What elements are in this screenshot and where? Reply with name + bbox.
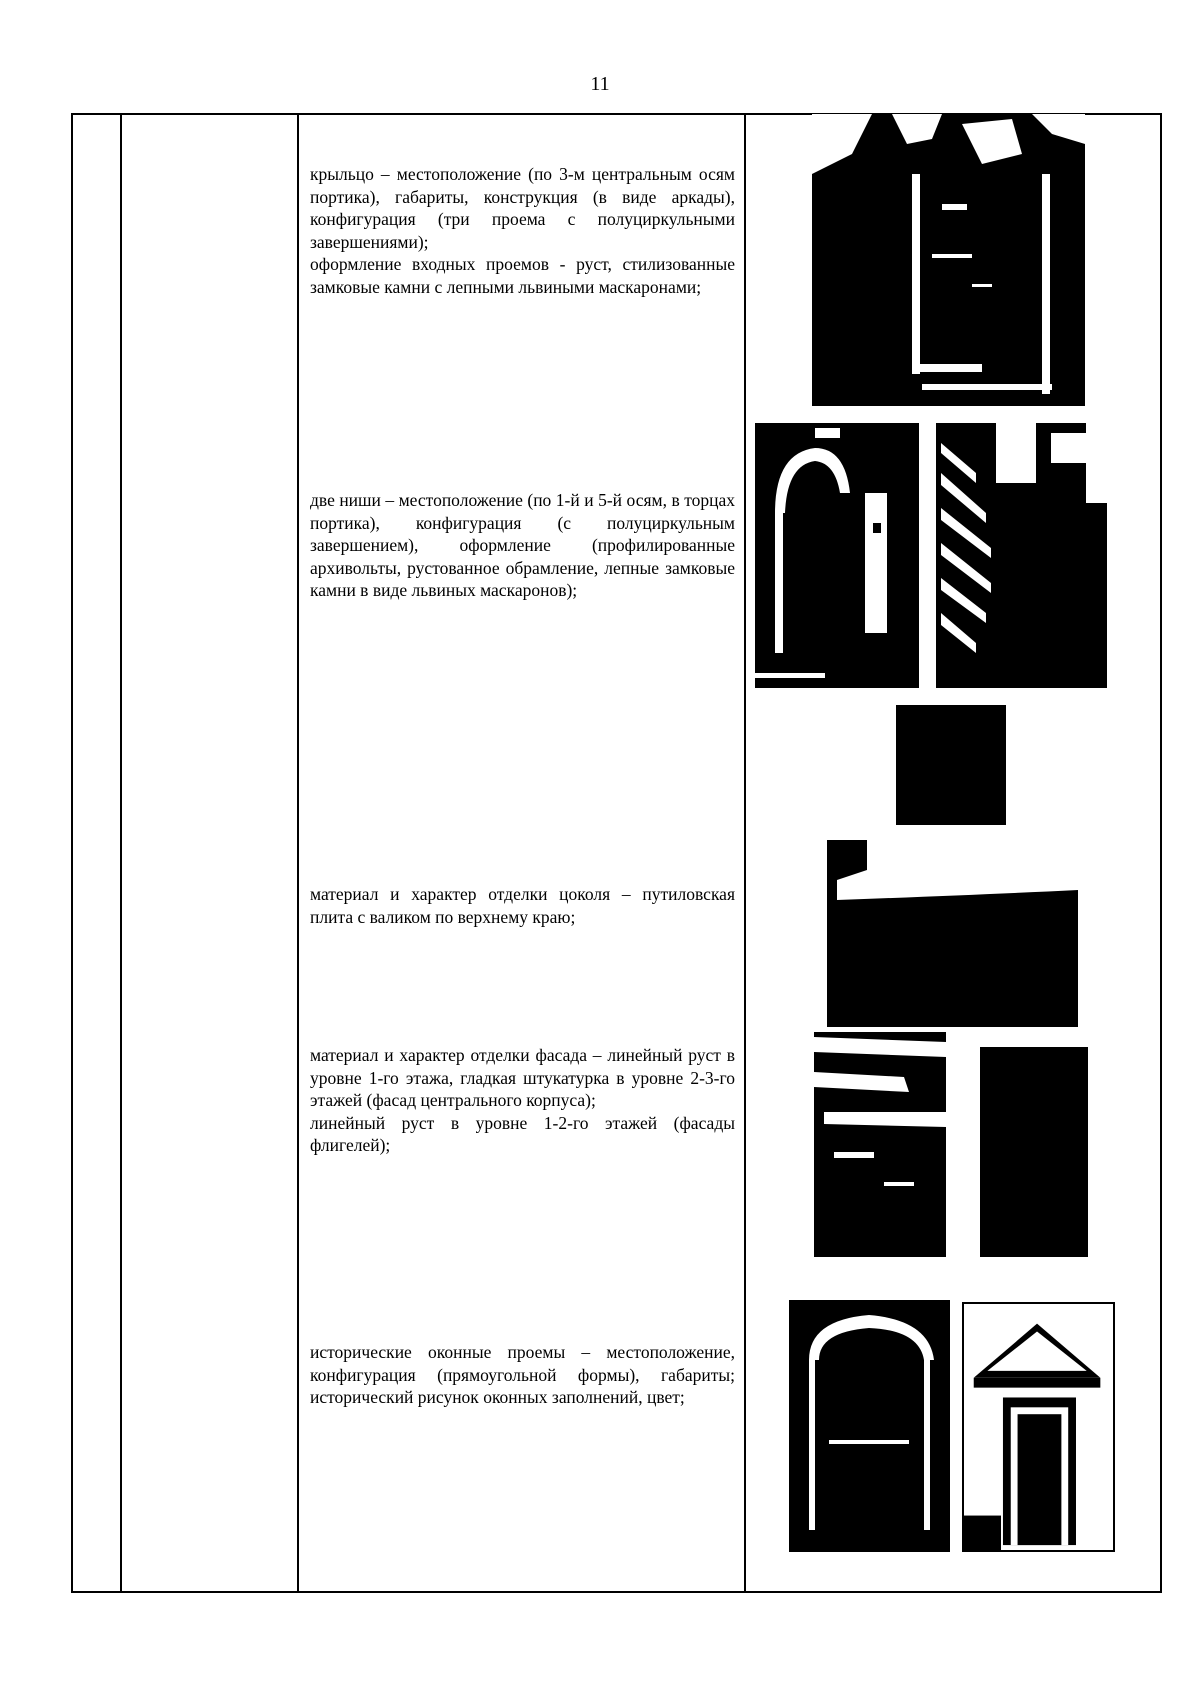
column-divider-1 [120,115,122,1591]
photo-facade-block [980,1047,1088,1257]
photo-window-pediment [962,1302,1115,1552]
paragraph: материал и характер отделки цоколя – путиловская плита с валиком по верхнему краю; [310,884,735,927]
text-windows [310,1341,735,1409]
text-porch [310,163,735,298]
text-niches [310,489,735,602]
photo-plinth [827,840,1078,1027]
photo-small-block [896,705,1006,825]
paragraph: оформление входных проемов - руст, стилизованные замковые камни с лепными львиными маскаронами; [310,254,735,297]
text-plinth [310,883,735,928]
column-divider-2 [297,115,299,1591]
paragraph: крыльцо – местоположение (по 3-м центральным осям портика), габариты, конструкция (в виде аркады), конфигурация (три проема с полуциркульными завершениями); [310,164,735,252]
page-number: 11 [590,73,610,95]
paragraph: линейный руст в уровне 1-2-го этажей (фасады флигелей); [310,1112,735,1155]
photo-niche-2 [936,423,1107,688]
photo-niche-1 [755,423,919,688]
paragraph: две ниши – местоположение (по 1-й и 5-й осям, в торцах портика), конфигурация (с полуциркульным завершением), оформление (профилированные архивольты, рустованное обрамление, лепные замковые камни в виде львиных маскаронов); [310,490,735,600]
photo-rustication [814,1032,946,1257]
photo-porch-arch [812,114,1085,406]
paragraph: материал и характер отделки фасада – линейный руст в уровне 1-го этажа, гладкая штукатурка в уровне 2-3-го этажей (фасад центрального корпуса); [310,1045,735,1110]
column-divider-3 [744,115,746,1591]
paragraph: исторические оконные проемы – местоположение, конфигурация (прямоугольной формы), габариты; исторический рисунок оконных заполнений, цвет; [310,1342,735,1407]
photo-window-arch [789,1290,950,1552]
text-facade-finish [310,1044,735,1157]
